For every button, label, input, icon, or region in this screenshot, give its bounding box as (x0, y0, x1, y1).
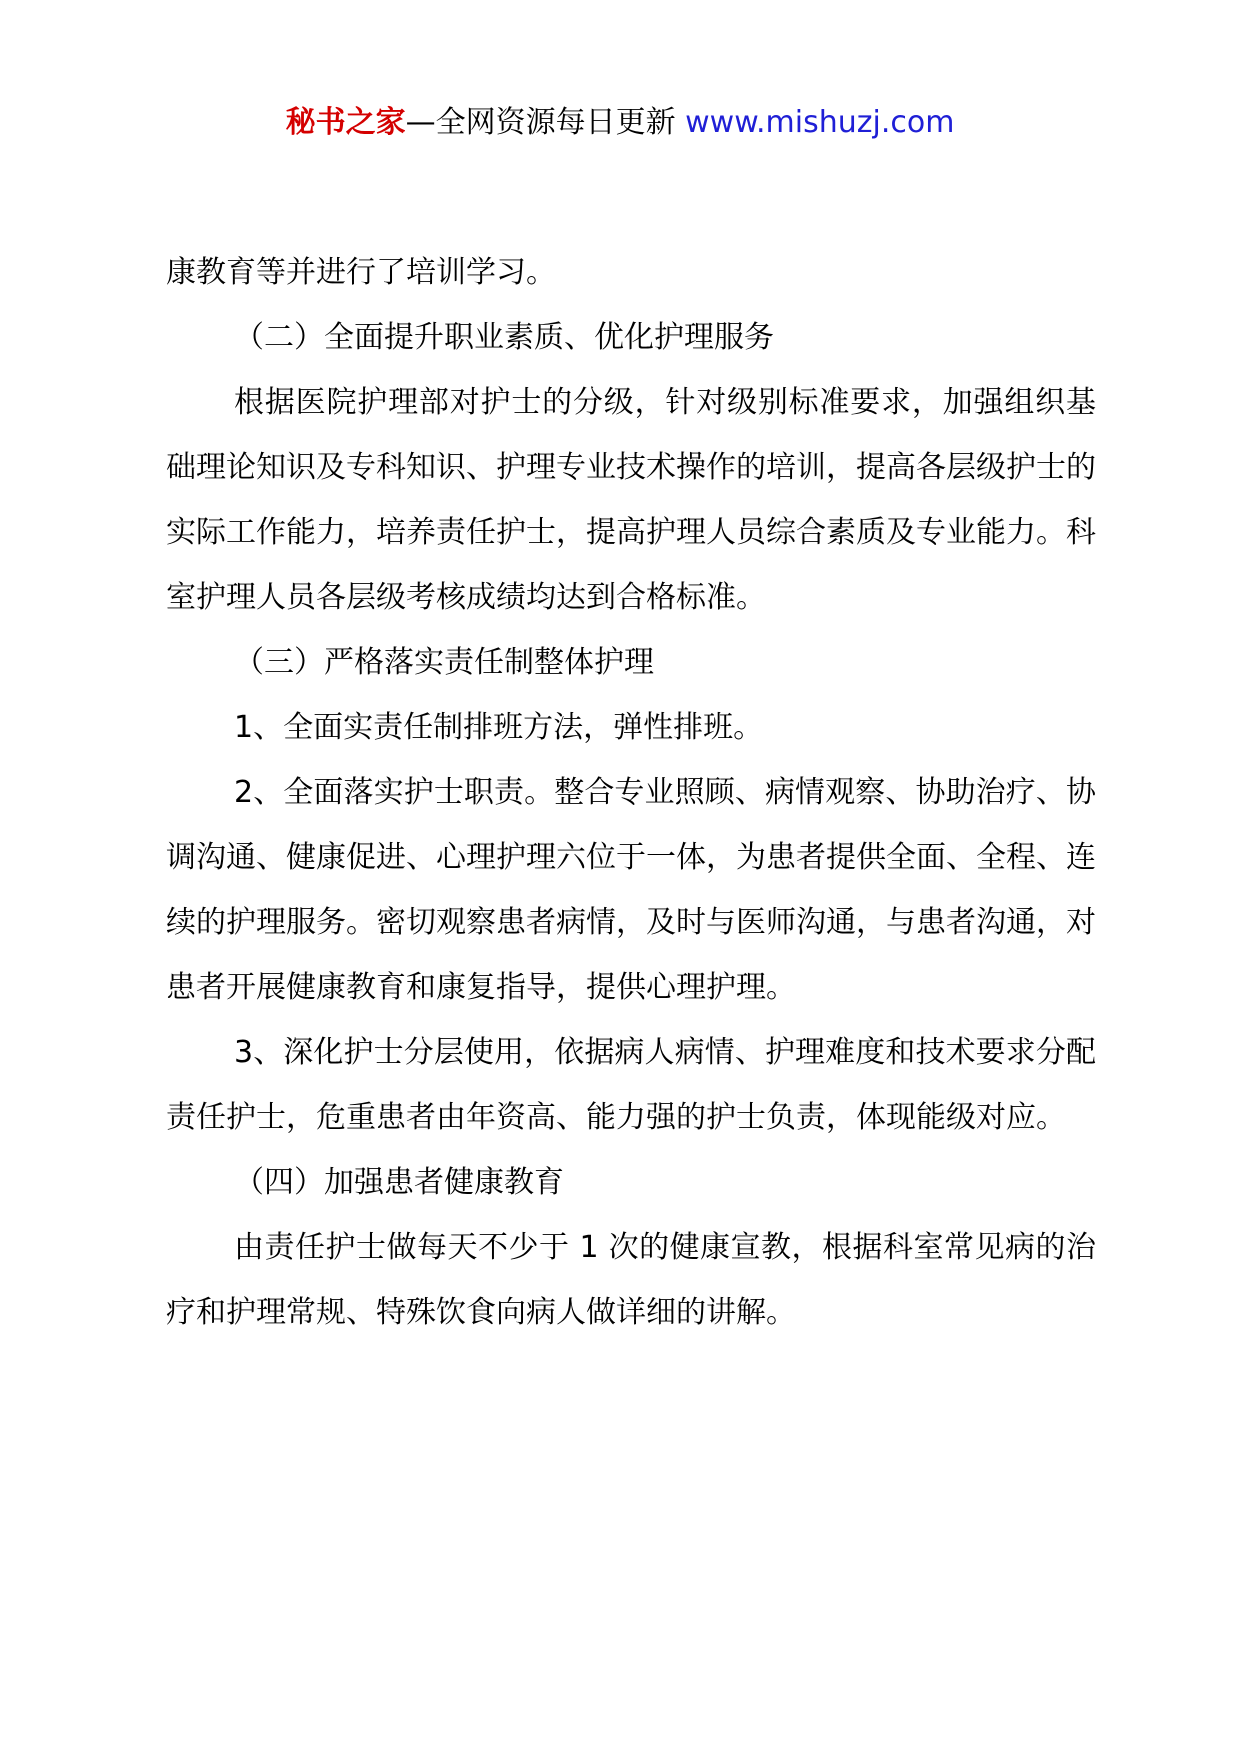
site-tagline: —全网资源每日更新 (405, 105, 676, 140)
list-item-1: 1、全面实责任制排班方法，弹性排班。 (234, 710, 764, 745)
section-heading-2: （二）全面提升职业素质、优化护理服务 (234, 320, 774, 355)
paragraph-continuation: 康教育等并进行了培训学习。 (166, 255, 556, 290)
document-body (166, 240, 1096, 1345)
page-header (0, 100, 1240, 146)
section-heading-3: （三）严格落实责任制整体护理 (234, 645, 654, 680)
site-url-link[interactable]: www.mishuzj.com (685, 105, 955, 140)
list-item-2: 2、全面落实护士职责。整合专业照顾、病情观察、协助治疗、协调沟通、健康促进、心理护理六位于一体，为患者提供全面、全程、连续的护理服务。密切观察患者病情，及时与医师沟通，与患者沟通，对患者开展健康教育和康复指导，提供心理护理。 (166, 775, 1096, 1005)
paragraph: 根据医院护理部对护士的分级，针对级别标准要求，加强组织基础理论知识及专科知识、护理专业技术操作的培训，提高各层级护士的实际工作能力，培养责任护士，提高护理人员综合素质及专业能力。科室护理人员各层级考核成绩均达到合格标准。 (166, 385, 1096, 615)
site-brand: 秘书之家 (285, 105, 406, 140)
section-heading-4: （四）加强患者健康教育 (234, 1165, 564, 1200)
list-item-3: 3、深化护士分层使用，依据病人病情、护理难度和技术要求分配责任护士，危重患者由年资高、能力强的护士负责，体现能级对应。 (166, 1035, 1096, 1135)
paragraph: 由责任护士做每天不少于 1 次的健康宣教，根据科室常见病的治疗和护理常规、特殊饮食向病人做详细的讲解。 (166, 1230, 1096, 1330)
